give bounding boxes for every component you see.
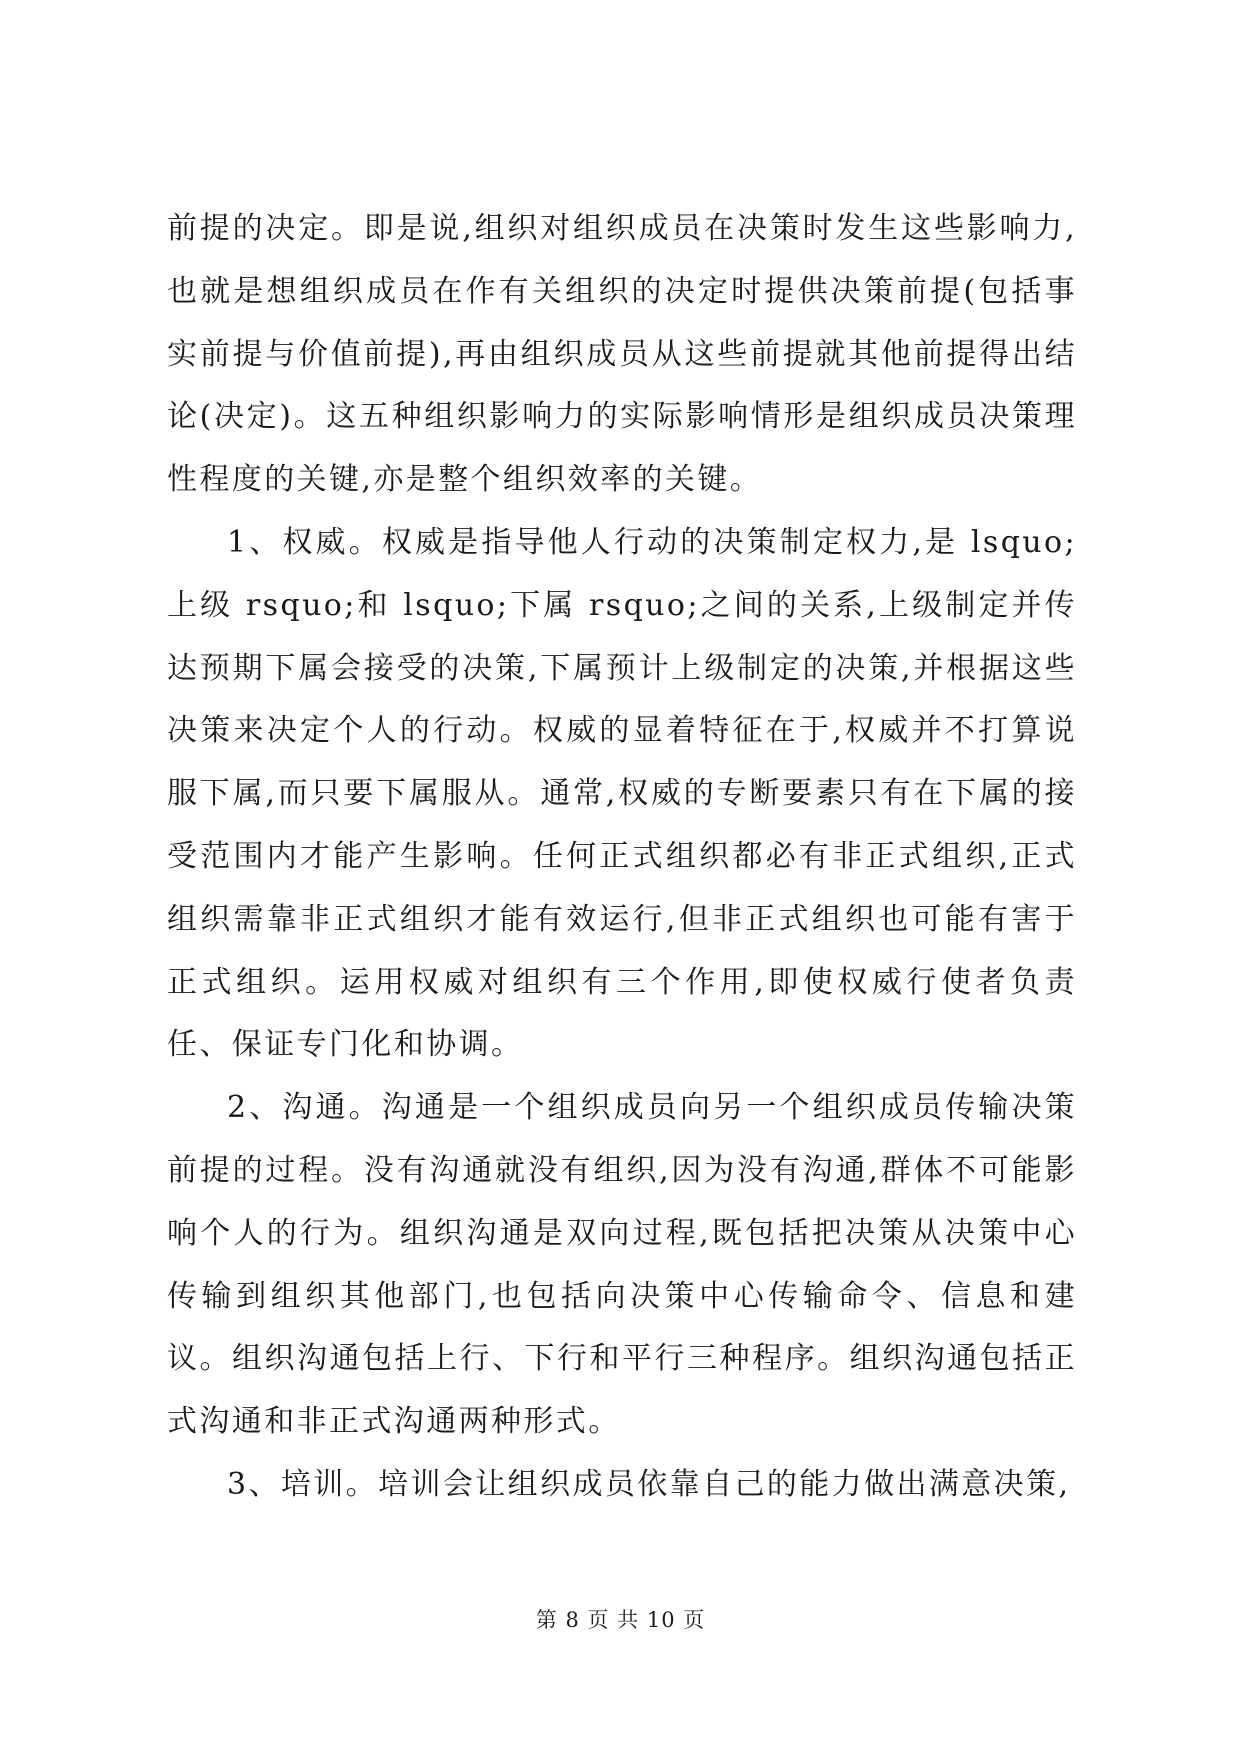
paragraph-training: 3、培训。培训会让组织成员依靠自己的能力做出满意决策, bbox=[227, 1466, 1071, 1502]
page-number-footer: 第 8 页 共 10 页 bbox=[535, 1608, 706, 1632]
paragraph-continuation: 前提的决定。即是说,组织对组织成员在决策时发生这些影响力,也就是想组织成员在作有关组织的决定时提供决策前提(包括事实前提与价值前提),再由组织成员从这些前提就其他前提得出结论(决定)。这五种组织影响力的实际影响情形是组织成员决策理性程度的关键,亦是整个组织效率的关键。 bbox=[167, 211, 1077, 498]
paragraph-communication: 2、沟通。沟通是一个组织成员向另一个组织成员传输决策前提的过程。没有沟通就没有组织,因为没有沟通,群体不可能影响个人的行为。组织沟通是双向过程,既包括把决策从决策中心传输到组织其他部门,也包括向决策中心传输命令、信息和建议。组织沟通包括上行、下行和平行三种程序。组织沟通包括正式沟通和非正式沟通两种形式。 bbox=[167, 1090, 1077, 1440]
paragraph-authority: 1、权威。权威是指导他人行动的决策制定权力,是 lsquo;上级 rsquo;和 lsquo;下属 rsquo;之间的关系,上级制定并传达预期下属会接受的决策,下属预计上级制定的决策,并根据这些决策来决定个人的行动。权威的显着特征在于,权威并不打算说服下属,而只要下属服从。通常,权威的专断要素只有在下属的接受范围内才能产生影响。任何正式组织都必有非正式组织,正式组织需靠非正式组织才能有效运行,但非正式组织也可能有害于正式组织。运用权威对组织有三个作用,即使权威行使者负责任、保证专门化和协调。 bbox=[167, 524, 1077, 1063]
body-text bbox=[167, 198, 1077, 1517]
